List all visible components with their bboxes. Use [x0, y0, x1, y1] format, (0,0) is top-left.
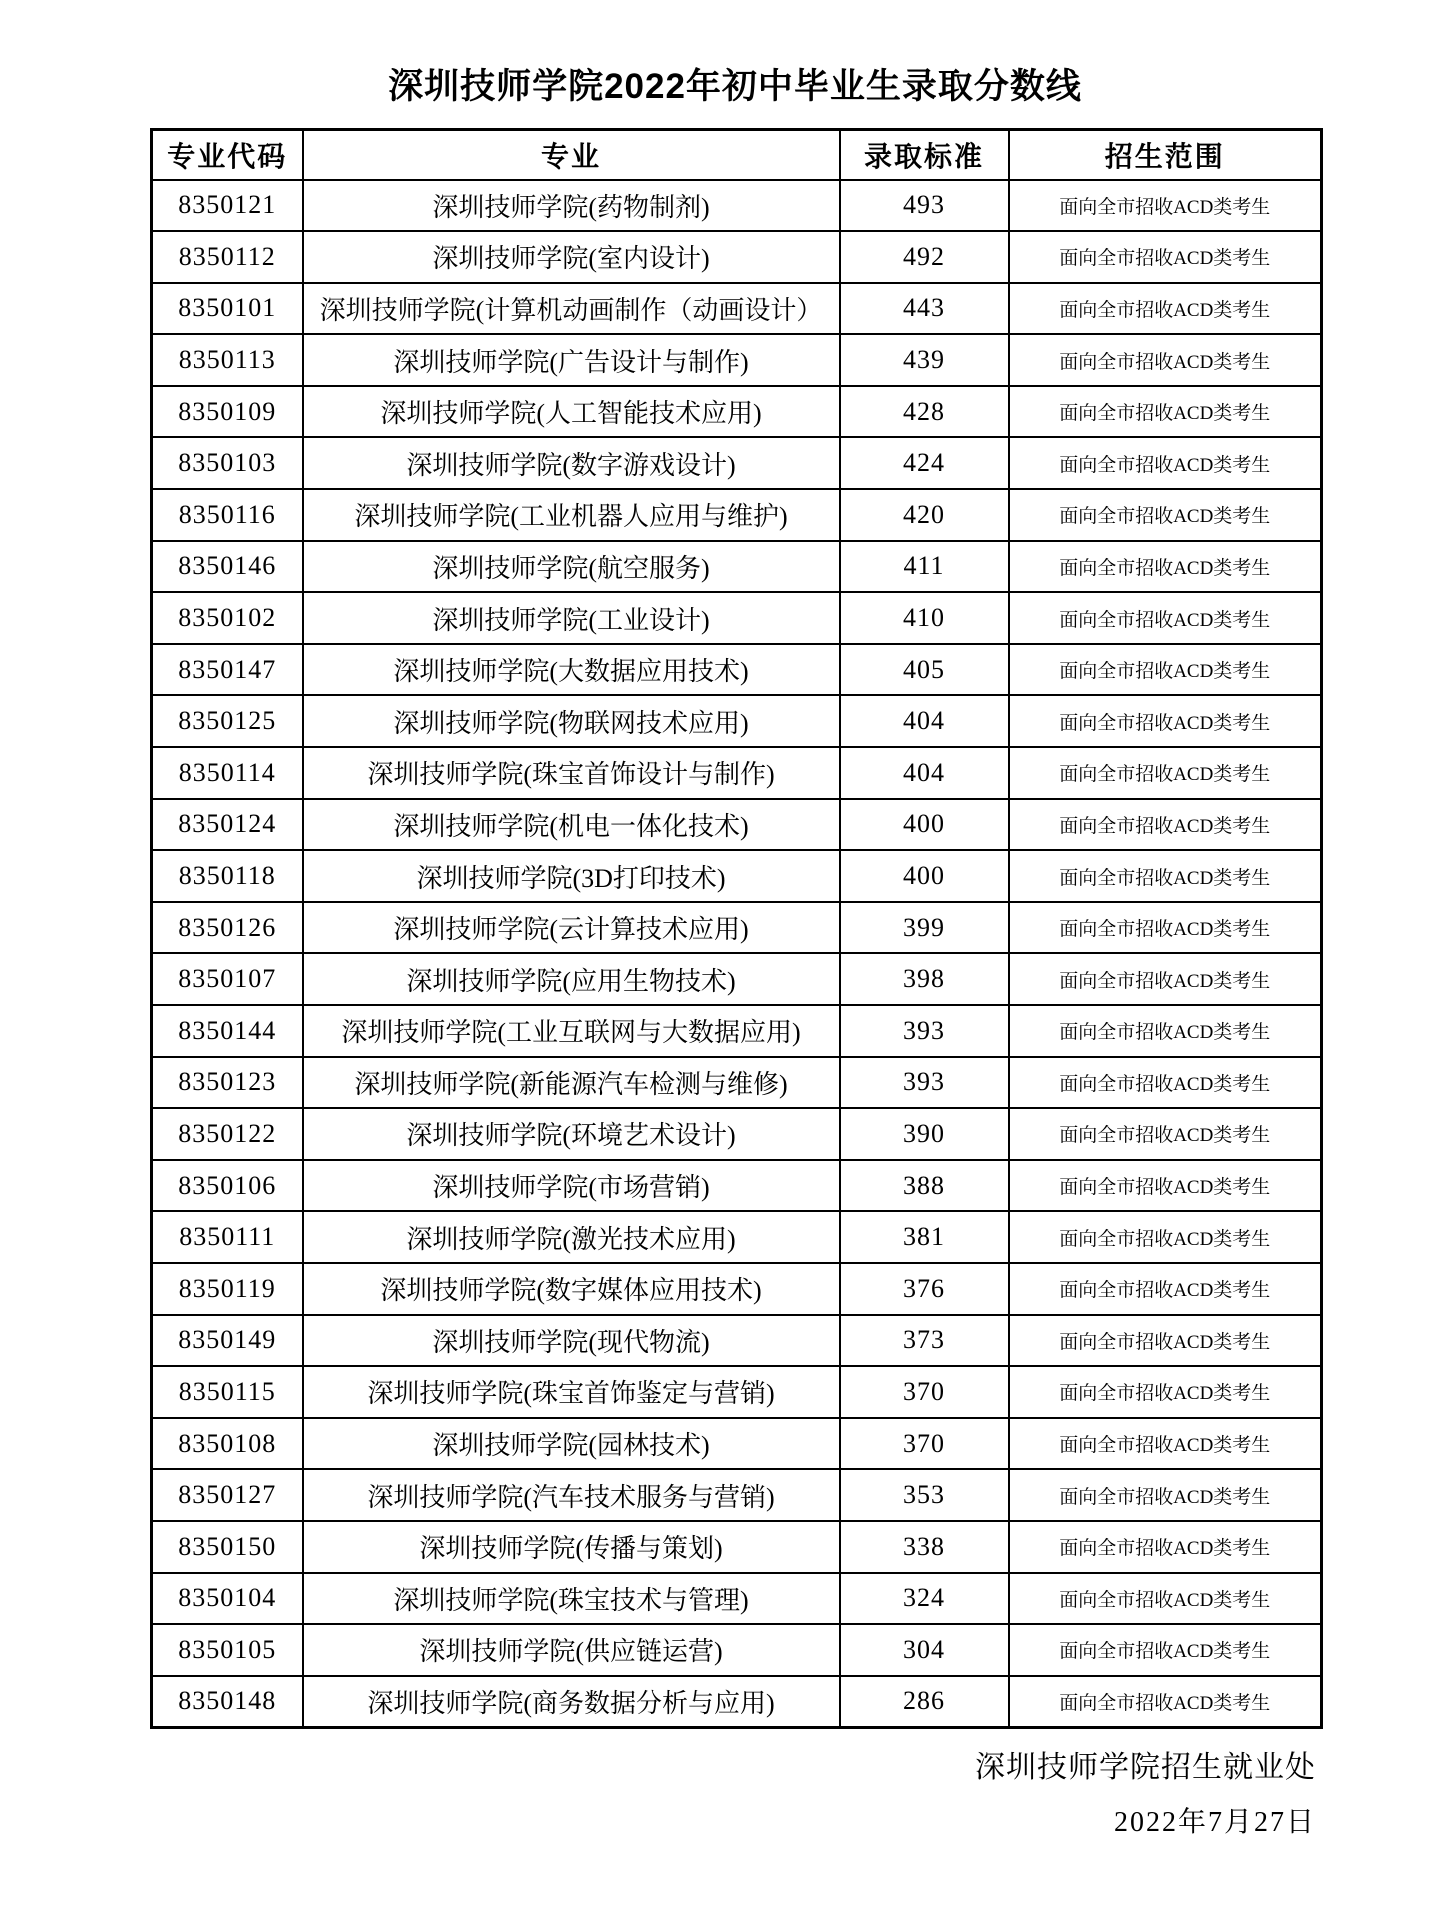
major-cell: 深圳技师学院(供应链运营): [303, 1624, 840, 1676]
page-title: 深圳技师学院2022年初中毕业生录取分数线: [388, 67, 1082, 106]
table-row: [152, 1057, 1322, 1109]
table-row: [152, 850, 1322, 902]
major-code-cell: 8350114: [152, 747, 303, 799]
major-code-cell: 8350116: [152, 489, 303, 541]
major-cell: 深圳技师学院(珠宝首饰设计与制作): [303, 747, 840, 799]
header-admission-standard: 录取标准: [840, 130, 1009, 180]
table-row: [152, 953, 1322, 1005]
range-cell: 面向全市招收ACD类考生: [1009, 644, 1322, 696]
table-row: [152, 283, 1322, 335]
range-cell: 面向全市招收ACD类考生: [1009, 1366, 1322, 1418]
major-cell: 深圳技师学院(工业互联网与大数据应用): [303, 1005, 840, 1057]
major-code-cell: 8350127: [152, 1469, 303, 1521]
major-cell: 深圳技师学院(应用生物技术): [303, 953, 840, 1005]
range-cell: 面向全市招收ACD类考生: [1009, 1211, 1322, 1263]
major-code-cell: 8350107: [152, 953, 303, 1005]
major-code-cell: 8350119: [152, 1263, 303, 1315]
major-cell: 深圳技师学院(计算机动画制作（动画设计）: [303, 283, 840, 335]
major-code-cell: 8350109: [152, 386, 303, 438]
table-header-row: [152, 130, 1322, 180]
score-cell: 376: [840, 1263, 1009, 1315]
table-row: [152, 902, 1322, 954]
table-row: [152, 1573, 1322, 1625]
major-code-cell: 8350105: [152, 1624, 303, 1676]
major-code-cell: 8350126: [152, 902, 303, 954]
score-cell: 286: [840, 1676, 1009, 1728]
major-code-cell: 8350104: [152, 1573, 303, 1625]
score-cell: 338: [840, 1521, 1009, 1573]
score-cell: 400: [840, 850, 1009, 902]
issuer-signature: 深圳技师学院招生就业处: [975, 1751, 1316, 1784]
major-cell: 深圳技师学院(汽车技术服务与营销): [303, 1469, 840, 1521]
major-code-cell: 8350108: [152, 1418, 303, 1470]
major-code-cell: 8350103: [152, 437, 303, 489]
score-cell: 424: [840, 437, 1009, 489]
major-cell: 深圳技师学院(3D打印技术): [303, 850, 840, 902]
major-cell: 深圳技师学院(珠宝技术与管理): [303, 1573, 840, 1625]
range-cell: 面向全市招收ACD类考生: [1009, 695, 1322, 747]
table-row: [152, 1418, 1322, 1470]
range-cell: 面向全市招收ACD类考生: [1009, 1469, 1322, 1521]
major-code-cell: 8350115: [152, 1366, 303, 1418]
score-cell: 353: [840, 1469, 1009, 1521]
score-cell: 410: [840, 592, 1009, 644]
header-major: 专业: [303, 130, 840, 180]
major-code-cell: 8350147: [152, 644, 303, 696]
score-cell: 439: [840, 334, 1009, 386]
score-cell: 404: [840, 747, 1009, 799]
table-row: [152, 1005, 1322, 1057]
major-cell: 深圳技师学院(云计算技术应用): [303, 902, 840, 954]
major-cell: 深圳技师学院(园林技术): [303, 1418, 840, 1470]
table-row: [152, 747, 1322, 799]
table-row: [152, 1160, 1322, 1212]
score-cell: 373: [840, 1315, 1009, 1367]
table-row: [152, 489, 1322, 541]
table-row: [152, 1676, 1322, 1728]
range-cell: 面向全市招收ACD类考生: [1009, 1676, 1322, 1728]
range-cell: 面向全市招收ACD类考生: [1009, 592, 1322, 644]
score-cell: 381: [840, 1211, 1009, 1263]
score-cell: 393: [840, 1005, 1009, 1057]
table-row: [152, 1263, 1322, 1315]
range-cell: 面向全市招收ACD类考生: [1009, 334, 1322, 386]
major-cell: 深圳技师学院(药物制剂): [303, 180, 840, 232]
major-cell: 深圳技师学院(数字游戏设计): [303, 437, 840, 489]
table-row: [152, 1521, 1322, 1573]
table-row: [152, 386, 1322, 438]
major-code-cell: 8350121: [152, 180, 303, 232]
score-cell: 492: [840, 231, 1009, 283]
table-row: [152, 334, 1322, 386]
major-code-cell: 8350146: [152, 541, 303, 593]
range-cell: 面向全市招收ACD类考生: [1009, 1573, 1322, 1625]
table-row: [152, 1108, 1322, 1160]
major-cell: 深圳技师学院(工业机器人应用与维护): [303, 489, 840, 541]
table-header: [152, 130, 1322, 180]
major-cell: 深圳技师学院(工业设计): [303, 592, 840, 644]
score-cell: 390: [840, 1108, 1009, 1160]
major-cell: 深圳技师学院(室内设计): [303, 231, 840, 283]
major-cell: 深圳技师学院(人工智能技术应用): [303, 386, 840, 438]
table-row: [152, 437, 1322, 489]
score-cell: 398: [840, 953, 1009, 1005]
table-row: [152, 644, 1322, 696]
score-cell: 400: [840, 799, 1009, 851]
range-cell: 面向全市招收ACD类考生: [1009, 747, 1322, 799]
major-cell: 深圳技师学院(数字媒体应用技术): [303, 1263, 840, 1315]
score-cell: 370: [840, 1418, 1009, 1470]
range-cell: 面向全市招收ACD类考生: [1009, 231, 1322, 283]
range-cell: 面向全市招收ACD类考生: [1009, 1418, 1322, 1470]
range-cell: 面向全市招收ACD类考生: [1009, 541, 1322, 593]
table-row: [152, 231, 1322, 283]
major-code-cell: 8350112: [152, 231, 303, 283]
table-row: [152, 1366, 1322, 1418]
header-major-code: 专业代码: [152, 130, 303, 180]
range-cell: 面向全市招收ACD类考生: [1009, 799, 1322, 851]
score-cell: 388: [840, 1160, 1009, 1212]
score-cell: 443: [840, 283, 1009, 335]
major-cell: 深圳技师学院(商务数据分析与应用): [303, 1676, 840, 1728]
table-row: [152, 541, 1322, 593]
table-row: [152, 695, 1322, 747]
table-row: [152, 1624, 1322, 1676]
major-code-cell: 8350148: [152, 1676, 303, 1728]
table-row: [152, 180, 1322, 232]
major-cell: 深圳技师学院(广告设计与制作): [303, 334, 840, 386]
range-cell: 面向全市招收ACD类考生: [1009, 1263, 1322, 1315]
score-cell: 411: [840, 541, 1009, 593]
table-row: [152, 1469, 1322, 1521]
score-cell: 404: [840, 695, 1009, 747]
table-row: [152, 1315, 1322, 1367]
table-body: [152, 180, 1322, 1728]
score-cell: 428: [840, 386, 1009, 438]
major-code-cell: 8350144: [152, 1005, 303, 1057]
major-code-cell: 8350111: [152, 1211, 303, 1263]
header-enrollment-scope: 招生范围: [1009, 130, 1322, 180]
range-cell: 面向全市招收ACD类考生: [1009, 1521, 1322, 1573]
table-row: [152, 592, 1322, 644]
range-cell: 面向全市招收ACD类考生: [1009, 850, 1322, 902]
major-code-cell: 8350106: [152, 1160, 303, 1212]
score-cell: 493: [840, 180, 1009, 232]
score-cell: 405: [840, 644, 1009, 696]
major-code-cell: 8350113: [152, 334, 303, 386]
score-cell: 393: [840, 1057, 1009, 1109]
major-code-cell: 8350123: [152, 1057, 303, 1109]
major-cell: 深圳技师学院(市场营销): [303, 1160, 840, 1212]
table-row: [152, 1211, 1322, 1263]
major-cell: 深圳技师学院(物联网技术应用): [303, 695, 840, 747]
range-cell: 面向全市招收ACD类考生: [1009, 283, 1322, 335]
range-cell: 面向全市招收ACD类考生: [1009, 386, 1322, 438]
score-cell: 304: [840, 1624, 1009, 1676]
score-cell: 399: [840, 902, 1009, 954]
major-code-cell: 8350149: [152, 1315, 303, 1367]
range-cell: 面向全市招收ACD类考生: [1009, 489, 1322, 541]
major-cell: 深圳技师学院(环境艺术设计): [303, 1108, 840, 1160]
score-cell: 420: [840, 489, 1009, 541]
major-code-cell: 8350125: [152, 695, 303, 747]
range-cell: 面向全市招收ACD类考生: [1009, 1624, 1322, 1676]
range-cell: 面向全市招收ACD类考生: [1009, 953, 1322, 1005]
major-cell: 深圳技师学院(激光技术应用): [303, 1211, 840, 1263]
range-cell: 面向全市招收ACD类考生: [1009, 1160, 1322, 1212]
range-cell: 面向全市招收ACD类考生: [1009, 902, 1322, 954]
major-code-cell: 8350124: [152, 799, 303, 851]
major-code-cell: 8350101: [152, 283, 303, 335]
major-cell: 深圳技师学院(珠宝首饰鉴定与营销): [303, 1366, 840, 1418]
major-code-cell: 8350122: [152, 1108, 303, 1160]
range-cell: 面向全市招收ACD类考生: [1009, 437, 1322, 489]
major-cell: 深圳技师学院(机电一体化技术): [303, 799, 840, 851]
range-cell: 面向全市招收ACD类考生: [1009, 1315, 1322, 1367]
range-cell: 面向全市招收ACD类考生: [1009, 1057, 1322, 1109]
major-cell: 深圳技师学院(传播与策划): [303, 1521, 840, 1573]
range-cell: 面向全市招收ACD类考生: [1009, 1108, 1322, 1160]
range-cell: 面向全市招收ACD类考生: [1009, 1005, 1322, 1057]
major-cell: 深圳技师学院(现代物流): [303, 1315, 840, 1367]
major-cell: 深圳技师学院(航空服务): [303, 541, 840, 593]
score-cell: 370: [840, 1366, 1009, 1418]
issue-date: 2022年7月27日: [1113, 1807, 1316, 1838]
major-code-cell: 8350102: [152, 592, 303, 644]
score-cell: 324: [840, 1573, 1009, 1625]
major-cell: 深圳技师学院(新能源汽车检测与维修): [303, 1057, 840, 1109]
table-row: [152, 799, 1322, 851]
admission-score-table: [150, 128, 1323, 1729]
major-code-cell: 8350150: [152, 1521, 303, 1573]
range-cell: 面向全市招收ACD类考生: [1009, 180, 1322, 232]
major-cell: 深圳技师学院(大数据应用技术): [303, 644, 840, 696]
major-code-cell: 8350118: [152, 850, 303, 902]
